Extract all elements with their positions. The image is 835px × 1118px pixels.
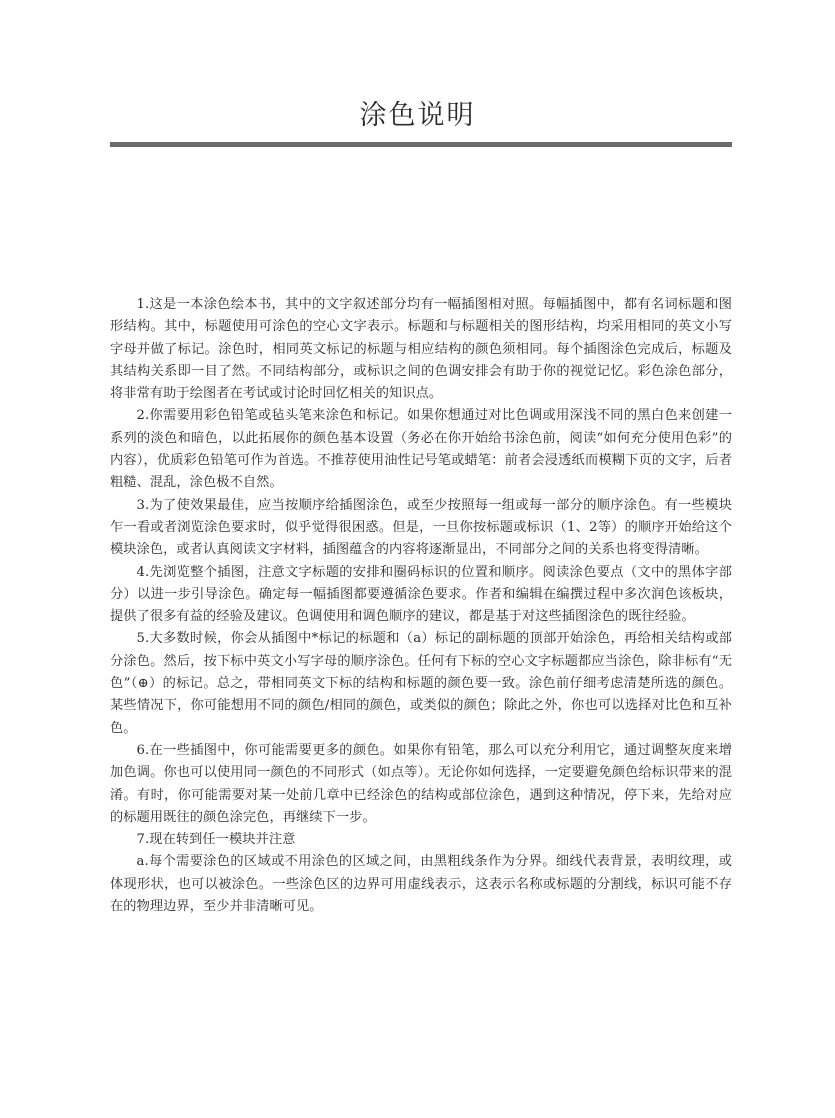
- paragraph-1: 1.这是一本涂色绘本书，其中的文字叙述部分均有一幅插图相对照。每幅插图中，都有名词标题和图形结构。其中，标题使用可涂色的空心文字表示。标题和与标题相关的图形结构，均采用相同的英文小写字母并做了标记。涂色时，相同英文标记的标题与相应结构的颜色须相同。每个插图涂色完成后，标题及其结构关系即一目了然。不同结构部分，或标识之间的色调安排会有助于你的视觉记忆。彩色涂色部分，将非常有助于绘图者在考试或讨论时回忆相关的知识点。: [110, 297, 732, 402]
- paragraph-7a: a.每个需要涂色的区域或不用涂色的区域之间，由黑粗线条作为分界。细线代表背景，表明纹理，或体现形状，也可以被涂色。一些涂色区的边界可用虚线表示，这表示名称或标题的分割线，标识可能不存在的物理边界，至少并非清晰可见。: [110, 854, 732, 915]
- paragraph-5: 5.大多数时候，你会从插图中*标记的标题和（a）标记的副标题的顶部开始涂色，再给相关结构或部分涂色。然后，按下标中英文小写字母的顺序涂色。任何有下标的空心文字标题都应当涂色，除非标有“无色”（⊕）的标记。总之，带相同英文下标的结构和标题的颜色要一致。涂色前仔细考虑清楚所选的颜色。某些情况下，你可能想用不同的颜色/相同的颜色，或类似的颜色；除此之外，你也可以选择对比色和互补色。: [110, 631, 732, 736]
- paragraph-2: 2.你需要用彩色铅笔或毡头笔来涂色和标记。如果你想通过对比色调或用深浅不同的黑白色来创建一系列的淡色和暗色，以此拓展你的颜色基本设置（务必在你开始给书涂色前，阅读“如何充分使用色彩”的内容），优质彩色铅笔可作为首选。不推荐使用油性记号笔或蜡笔：前者会浸透纸而模糊下页的文字，后者粗糙、混乱，涂色极不自然。: [110, 408, 732, 491]
- paragraph-4: 4.先浏览整个插图，注意文字标题的安排和圈码标识的位置和顺序。阅读涂色要点（文中的黑体字部分）以进一步引导涂色。确定每一幅插图都要遵循涂色要求。作者和编辑在编撰过程中多次润色该板块，提供了很多有益的经验及建议。色调使用和调色顺序的建议，都是基于对这些插图涂色的既往经验。: [110, 564, 732, 625]
- page-title: 涂色说明: [359, 100, 476, 131]
- paragraph-3: 3.为了使效果最佳，应当按顺序给插图涂色，或至少按照每一组或每一部分的顺序涂色。有一些模块乍一看或者浏览涂色要求时，似乎觉得很困惑。但是，一旦你按标题或标识（1、2等）的顺序开始给这个模块涂色，或者认真阅读文字材料，插图蕴含的内容将逐渐显出，不同部分之间的关系也将变得清晰。: [110, 497, 732, 558]
- body-text: [110, 294, 732, 918]
- paragraph-7: 7.现在转到任一模块并注意: [136, 832, 296, 848]
- title-divider: [110, 142, 732, 147]
- paragraph-6: 6.在一些插图中，你可能需要更多的颜色。如果你有铅笔，那么可以充分利用它，通过调整灰度来增加色调。你也可以使用同一颜色的不同形式（如点等）。无论你如何选择，一定要避免颜色给标识带来的混淆。有时，你可能需要对某一处前几章中已经涂色的结构或部位涂色，遇到这种情况，停下来，先给对应的标题用既往的颜色涂完色，再继续下一步。: [110, 742, 732, 825]
